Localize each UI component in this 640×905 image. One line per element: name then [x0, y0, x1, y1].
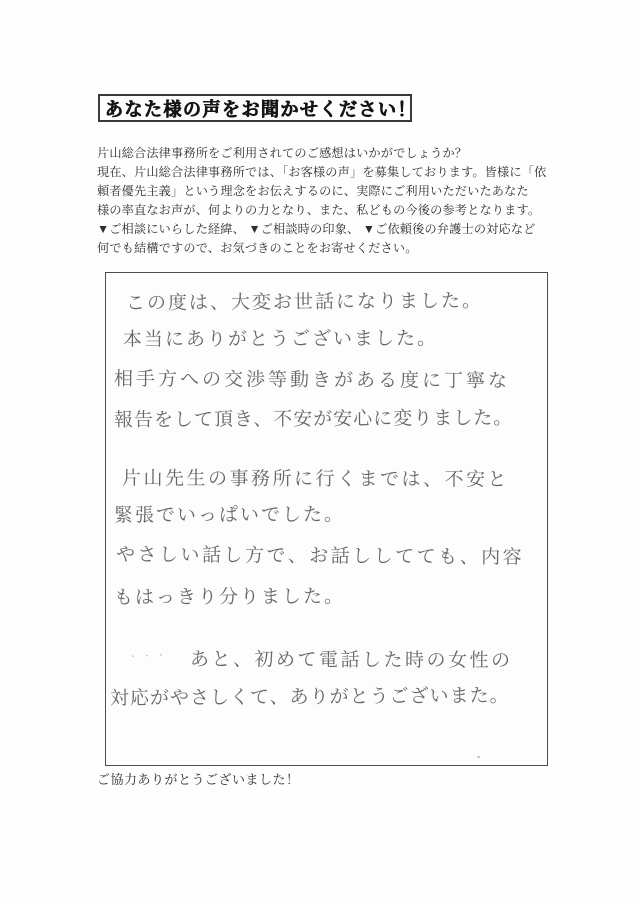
handwritten-line: 報告をして頂き、不安が安心に変りました。 [113, 407, 514, 432]
footer-thanks-text: ご協力ありがとうございました！ [97, 772, 300, 787]
handwritten-line: やさしい話し方で、お話ししてても、内容 [115, 544, 525, 569]
intro-paragraph [97, 144, 557, 258]
intro-line: 頼者優先主義」という理念をお伝えするのに、実際にご利用いただいたあなた [97, 184, 529, 198]
handwritten-line: もはっきり分りました。 [113, 586, 346, 609]
scan-speck [477, 756, 480, 758]
intro-line: 現在、片山総合法律事務所では、「お客様の声」を募集しております。皆様に「依 [97, 165, 547, 179]
handwritten-line: 相手方への交渉等動きがある度に丁寧な [113, 368, 511, 393]
eraser-smudge-marks: ・・・ [127, 650, 171, 664]
intro-line: 片山総合法律事務所をご利用されてのご感想はいかがでしょうか？ [97, 146, 468, 160]
intro-line: 何でも結構ですので、お気づきのことをお寄せください。 [97, 241, 418, 255]
handwritten-line: 本当にありがとうございました。 [122, 328, 439, 351]
intro-line: 様の率直なお声が、何よりの力となり、また、私どもの今後の参考となります。 [97, 203, 541, 217]
handwritten-line: あと、初めて電話した時の女性の [189, 649, 513, 672]
handwritten-line: 対応がやさしくて、ありがとうございまた。 [109, 685, 510, 710]
handwritten-line: 片山先生の事務所に行くまでは、不安と [121, 468, 510, 491]
header-title-box [98, 94, 417, 122]
intro-line: ▼ご相談にいらした経緯、 ▼ご相談時の印象、 ▼ご依頼後の弁護士の対応など [97, 222, 536, 236]
handwritten-line: この度は、大変お世話になりました。 [125, 290, 484, 315]
handwritten-feedback-box [105, 272, 548, 766]
page-title: あなた様の声をお聞かせください！ [105, 98, 417, 120]
handwritten-line: 緊張でいっぱいでした。 [113, 504, 346, 527]
